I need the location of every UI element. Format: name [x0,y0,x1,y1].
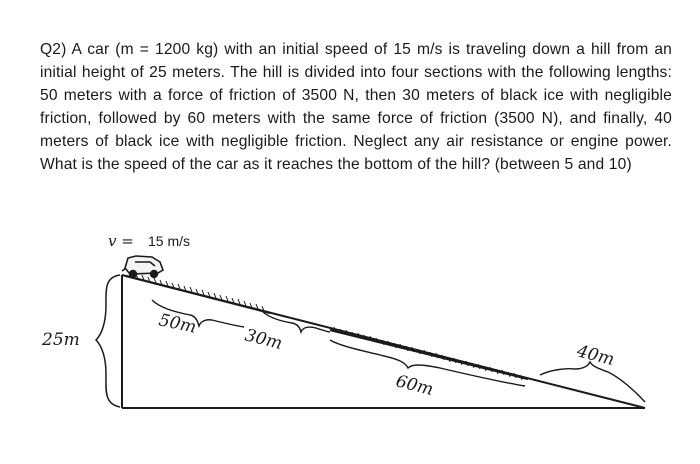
height-label: 25m [42,330,80,350]
section-label-4: 40m [574,341,617,370]
velocity-symbol: v = [108,232,134,250]
section-label-1: 50m [156,310,199,338]
section-label-3: 60m [393,371,436,400]
velocity-value: 15 m/s [148,233,191,249]
section-brace-2 [263,312,330,332]
friction-hatch-section-1 [126,272,270,313]
section-label-2: 30m [242,325,285,354]
height-brace [96,275,120,407]
section-brace-4 [540,362,645,402]
car-icon [122,256,163,277]
question-text: Q2) A car (m = 1200 kg) with an initial speed of 15 m/s is traveling down a hill from an initial height of 25 meters. The hill is divided into four sections with the following lengths: 50 meters with a force of friction of 3500 N, then 30 meters of black ice with negligible friction, followed by 60 meters with the same force of friction (3500 N), and finally, 40 meters of black ice with negligible friction. Neglect any air resistance or engine power. What is the speed of the car as it reaches the bottom of the hill? (between 5 and 10) [40,41,672,173]
